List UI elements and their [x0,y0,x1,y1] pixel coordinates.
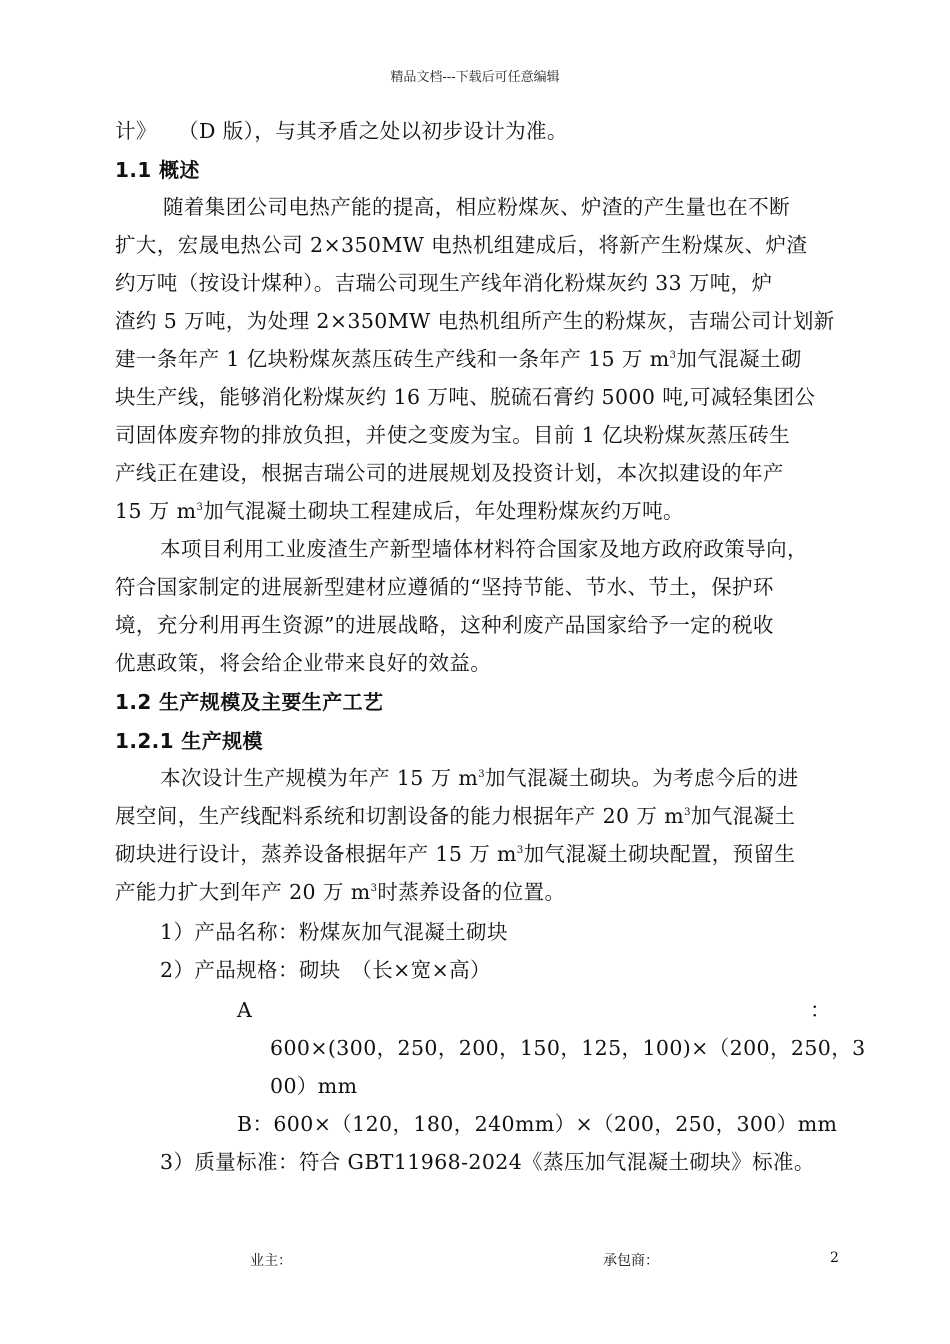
body-line: 本次设计生产规模为年产 15 万 $m^3$加气混凝土砌块。为考虑今后的进 [160,766,799,790]
body-line: 随着集团公司电热产能的提高，相应粉煤灰、炉渣的产生量也在不断 [163,195,790,219]
spec-line: 00）mm [270,1074,358,1098]
spec-colon: ： [810,998,831,1022]
section-heading: 1.2 生产规模及主要生产工艺 [115,690,384,714]
body-line: 产能力扩大到年产 20 万 $m^3$时蒸养设备的位置。 [115,880,566,904]
spec-line: 600×(300，250，200，150，125，100)×（200，250，3 [270,1036,866,1060]
list-item: 1）产品名称：粉煤灰加气混凝土砌块 [160,920,508,944]
list-item: 2）产品规格：砌块 （长×宽×高） [160,958,491,982]
page-number: 2 [830,1250,839,1266]
body-line: 本项目利用工业废渣生产新型墙体材料符合国家及地方政府政策导向， [160,537,808,561]
footer-contractor: 承包商： [603,1253,659,1269]
body-line: 砌块进行设计，蒸养设备根据年产 15 万 $m^3$加气混凝土砌块配置，预留生 [115,842,796,866]
body-line: 块生产线，能够消化粉煤灰约 16 万吨、脱硫石膏约 5000 吨,可减轻集团公 [115,385,816,409]
body-line: 优惠政策，将会给企业带来良好的效益。 [115,651,492,675]
body-line: 境，充分利用再生资源”的进展战略，这种利废产品国家给予一定的税收 [115,613,774,637]
body-line: 展空间，生产线配料系统和切割设备的能力根据年产 20 万 $m^3$加气混凝土 [115,804,796,828]
footer-owner: 业主： [250,1253,292,1269]
body-line: 15 万 $m^3$加气混凝土砌块工程建成后，年处理粉煤灰约万吨。 [115,499,684,523]
body-line: 扩大，宏晟电热公司 2×350MW 电热机组建成后，将新产生粉煤灰、炉渣 [115,233,808,257]
body-line: 计》 （D 版），与其矛盾之处以初步设计为准。 [115,119,568,143]
body-line: 符合国家制定的进展新型建材应遵循的“坚持节能、节水、节土，保护环 [115,575,774,599]
page-header: 精品文档---下载后可任意编辑 [390,70,560,85]
body-line: 约万吨（按设计煤种）。吉瑞公司现生产线年消化粉煤灰约 33 万吨，炉 [115,271,773,295]
body-line: 产线正在建设，根据吉瑞公司的进展规划及投资计划，本次拟建设的年产 [115,461,784,485]
body-line: 建一条年产 1 亿块粉煤灰蒸压砖生产线和一条年产 15 万 $m^3$加气混凝土砌 [115,347,802,371]
body-line: 司固体废弃物的排放负担，并使之变废为宝。目前 1 亿块粉煤灰蒸压砖生 [115,423,791,447]
spec-label-a: A [237,998,253,1022]
section-heading: 1.1 概述 [115,158,200,182]
body-line: 渣约 5 万吨，为处理 2×350MW 电热机组所产生的粉煤灰，吉瑞公司计划新 [115,309,835,333]
subsection-heading: 1.2.1 生产规模 [115,729,263,753]
list-item: 3）质量标准：符合 GBT11968-2024《蒸压加气混凝土砌块》标准。 [160,1150,815,1174]
spec-line-b: B：600×（120，180，240mm）×（200，250，300）mm [237,1112,838,1136]
